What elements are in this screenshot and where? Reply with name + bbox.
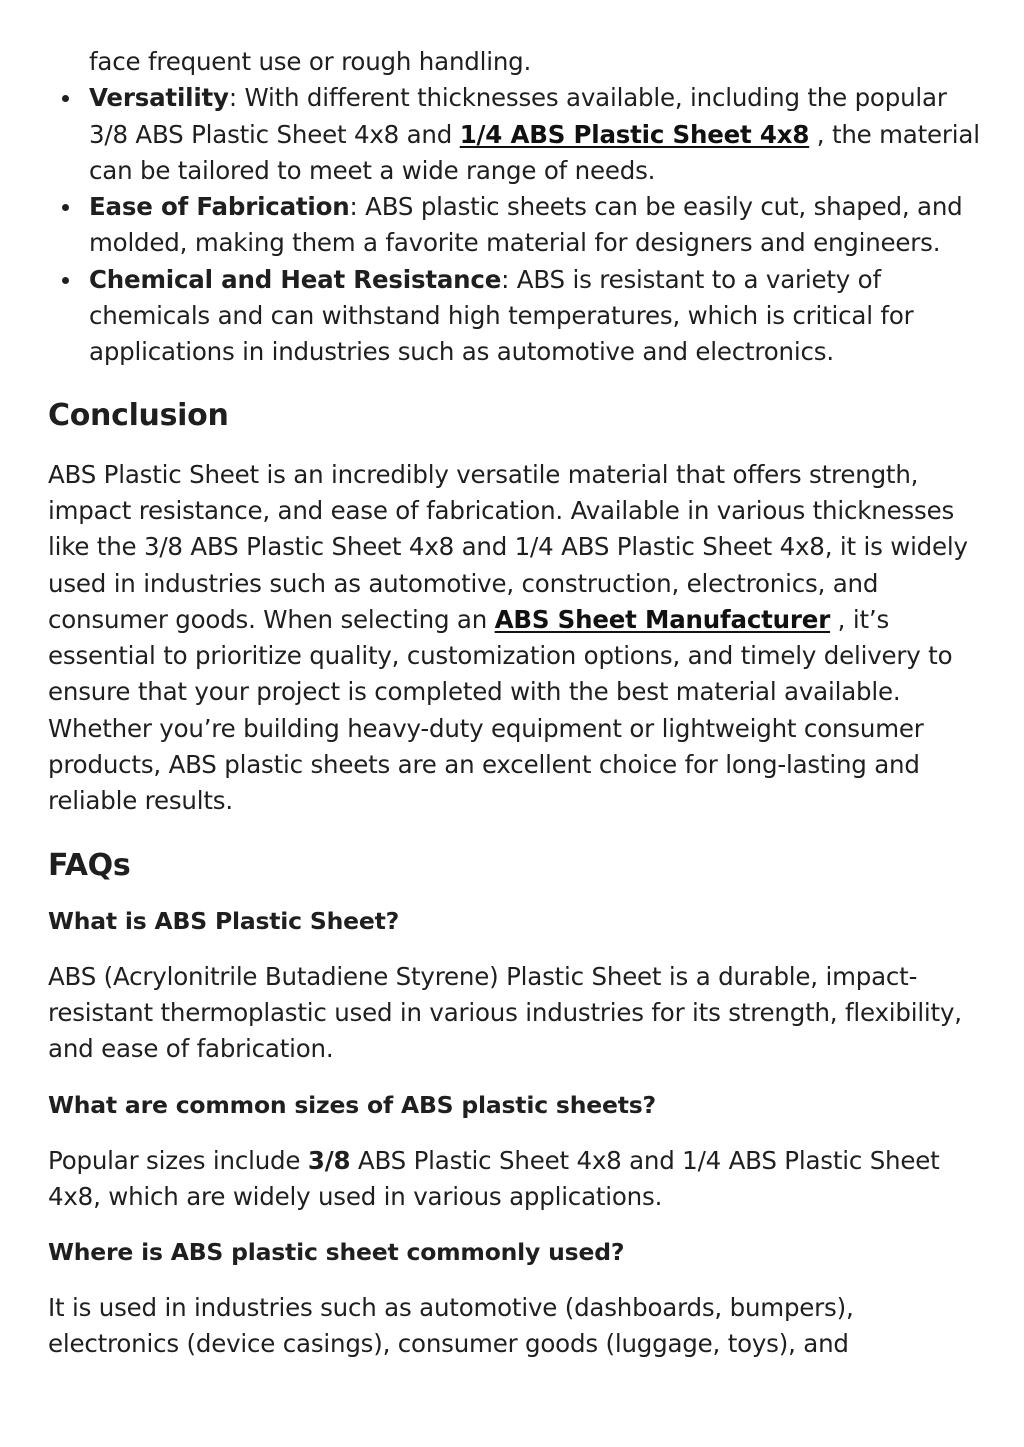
- chemical-heat-resistance-text: : ABS is resistant to a variety of chemicals and can withstand high temperatures, which is critical for applications in industries such as automotive and electronics.: [89, 264, 914, 367]
- term-versatility: Versatility: [89, 83, 229, 113]
- faq-answer-2-bold: 3/8: [307, 1145, 351, 1175]
- list-item-chemical-heat-resistance: [48, 262, 983, 371]
- faq-answer-2: [48, 1143, 983, 1216]
- list-item-versatility: [48, 80, 983, 189]
- conclusion-paragraph: [48, 457, 983, 820]
- faq-question-3: Where is ABS plastic sheet commonly used?: [48, 1238, 625, 1267]
- faqs-heading: FAQs: [48, 847, 131, 883]
- bullet-dot: [62, 204, 69, 211]
- features-list: [48, 80, 983, 370]
- faq-question-2: What are common sizes of ABS plastic sheets?: [48, 1090, 656, 1119]
- term-chemical-heat-resistance: Chemical and Heat Resistance: [89, 264, 502, 294]
- conclusion-heading: Conclusion: [48, 397, 229, 433]
- faq-answer-2-after: ABS Plastic Sheet 4x8 and 1/4 ABS Plastic Sheet 4x8, which are widely used in various applications.: [48, 1145, 940, 1211]
- link-abs-sheet-manufacturer[interactable]: ABS Sheet Manufacturer: [494, 604, 831, 634]
- faq-answer-3: It is used in industries such as automotive (dashboards, bumpers), electronics (device casings), consumer goods (luggage, toys), and: [48, 1293, 854, 1359]
- bullet-dot: [62, 95, 69, 102]
- document-page: [48, 44, 983, 1363]
- conclusion-text-after: , it’s essential to prioritize quality, customization options, and timely delivery to ensure that your project is completed with the best material available. Whether you’re building heavy-duty equipment or lightweight consumer products, ABS plastic sheets are an excellent choice for long-lasting and reliable results.: [48, 604, 953, 816]
- list-item-ease-of-fabrication: [48, 189, 983, 262]
- conclusion-text-before: ABS Plastic Sheet is an incredibly versatile material that offers strength, impact resistance, and ease of fabrication. Available in various thicknesses like the 3/8 ABS Plastic Sheet 4x8 and 1/4 ABS Plastic Sheet 4x8, it is widely used in industries such as automotive, construction, electronics, and consumer goods. When selecting an: [48, 459, 968, 634]
- ease-of-fabrication-text: : ABS plastic sheets can be easily cut, shaped, and molded, making them a favorite material for designers and engineers.: [89, 192, 963, 258]
- faq-answer-2-before: Popular sizes include: [48, 1145, 308, 1175]
- versatility-text-before: : With different thicknesses available, including the popular 3/8 ABS Plastic Sheet 4x8 and: [89, 83, 947, 149]
- link-quarter-inch-abs-sheet[interactable]: 1/4 ABS Plastic Sheet 4x8: [459, 119, 810, 149]
- versatility-text-after: , the material can be tailored to meet a wide range of needs.: [89, 119, 980, 185]
- faq-answer-1: ABS (Acrylonitrile Butadiene Styrene) Plastic Sheet is a durable, impact-resistant thermoplastic used in various industries for its strength, flexibility, and ease of fabrication.: [48, 961, 962, 1064]
- bullet-dot: [62, 277, 69, 284]
- term-ease-of-fabrication: Ease of Fabrication: [89, 192, 350, 222]
- faq-question-1: What is ABS Plastic Sheet?: [48, 906, 400, 935]
- intro-continuation: face frequent use or rough handling.: [89, 47, 532, 76]
